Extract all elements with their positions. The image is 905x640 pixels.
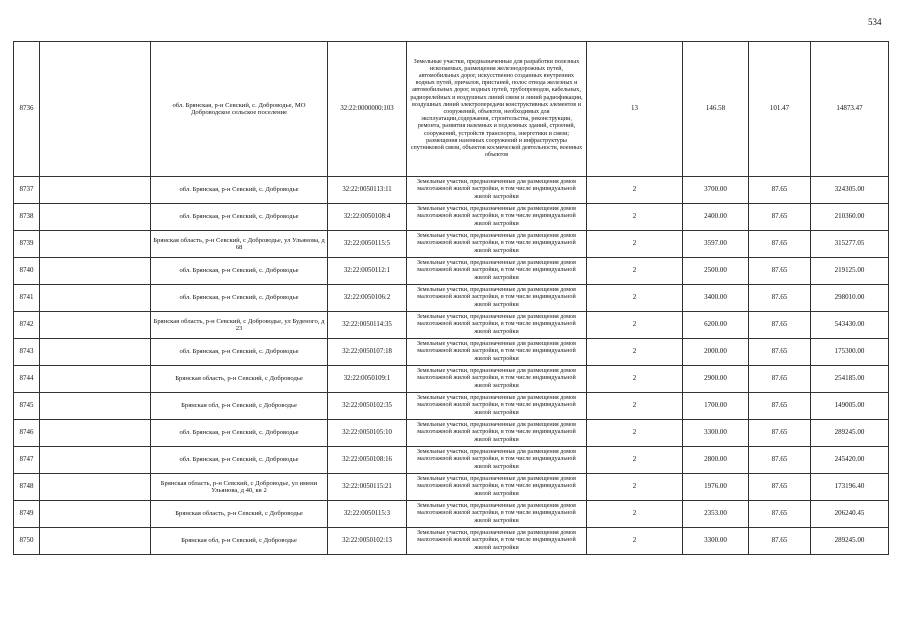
cell-row-number: 8746 (14, 420, 40, 447)
cell-cadastral-number: 32:22:0000000:103 (328, 42, 407, 177)
table-row (14, 258, 889, 285)
cell-empty (40, 204, 151, 231)
cell-empty (40, 393, 151, 420)
cell-cadastral-number: 32:22:0050112:1 (328, 258, 407, 285)
cell-specific-value: 87.65 (749, 420, 811, 447)
cell-specific-value: 87.65 (749, 447, 811, 474)
cell-area: 2400.00 (683, 204, 749, 231)
table-row (14, 231, 889, 258)
table-row (14, 204, 889, 231)
cell-row-number: 8744 (14, 366, 40, 393)
cell-area: 2800.00 (683, 447, 749, 474)
cell-row-number: 8749 (14, 501, 40, 528)
cell-group: 2 (587, 204, 683, 231)
cadastral-value-table (13, 41, 889, 555)
cell-cadastral-value: 289245.00 (811, 528, 889, 555)
cell-area: 6200.00 (683, 312, 749, 339)
table-row (14, 393, 889, 420)
cell-cadastral-value: 219125.00 (811, 258, 889, 285)
cell-cadastral-number: 32:22:0050105:10 (328, 420, 407, 447)
page-number: 534 (868, 17, 882, 27)
cell-land-use: Земельные участки, предназначенные для разработки полезных ископаемых, размещения железнодорожных путей, автомобильных дорог, искусственно созданных внутренних водных путей, причалов, пристаней, полос отвода железных и автомобильных дорог, водных путей, трубопроводов, кабельных, радиорелейных и воздушных линий связи и линий радиофикации, воздушных линий электропередачи конструктивных элементов и сооружений, объектов, необходимых для эксплуатации,содержания, строительства, реконструкции, ремонта, развития наземных и подземных зданий, строений, сооружений, устройств транспорта, энергетики и связи; размещения наземных сооружений и инфраструктуры спутниковой связи, объектов космической деятельности, военных объектов (407, 42, 587, 177)
table-row (14, 528, 889, 555)
cell-row-number: 8738 (14, 204, 40, 231)
cell-specific-value: 101.47 (749, 42, 811, 177)
cell-group: 2 (587, 258, 683, 285)
cell-address: Брянская область, р-н Севский, с Доброводье, ул Буденого, д 23 (151, 312, 328, 339)
cell-cadastral-number: 32:22:0050108:4 (328, 204, 407, 231)
cell-row-number: 8736 (14, 42, 40, 177)
cell-cadastral-value: 210360.00 (811, 204, 889, 231)
cell-cadastral-number: 32:22:0050113:11 (328, 177, 407, 204)
cell-row-number: 8742 (14, 312, 40, 339)
cell-address: обл. Брянская, р-н Севский, с. Доброводье (151, 258, 328, 285)
cell-cadastral-value: 175300.00 (811, 339, 889, 366)
cell-cadastral-value: 324305.00 (811, 177, 889, 204)
cell-group: 2 (587, 474, 683, 501)
cell-area: 3300.00 (683, 528, 749, 555)
cell-cadastral-value: 543430.00 (811, 312, 889, 339)
cell-land-use: Земельные участки, предназначенные для размещения домов малоэтажной жилой застройки, в том числе индивидуальной жилой застройки (407, 393, 587, 420)
cell-cadastral-value: 245420.00 (811, 447, 889, 474)
cell-specific-value: 87.65 (749, 501, 811, 528)
cell-cadastral-number: 32:22:0050115:21 (328, 474, 407, 501)
cell-area: 2353.00 (683, 501, 749, 528)
cell-land-use: Земельные участки, предназначенные для размещения домов малоэтажной жилой застройки, в том числе индивидуальной жилой застройки (407, 447, 587, 474)
cell-land-use: Земельные участки, предназначенные для размещения домов малоэтажной жилой застройки, в том числе индивидуальной жилой застройки (407, 258, 587, 285)
cell-specific-value: 87.65 (749, 312, 811, 339)
cell-address: Брянская область, р-н Севский, с Доброводье, ул Ульянова, д 68 (151, 231, 328, 258)
cell-land-use: Земельные участки, предназначенные для размещения домов малоэтажной жилой застройки, в том числе индивидуальной жилой застройки (407, 474, 587, 501)
cell-address: обл. Брянская, р-н Севский, с. Доброводье (151, 204, 328, 231)
cell-land-use: Земельные участки, предназначенные для размещения домов малоэтажной жилой застройки, в том числе индивидуальной жилой застройки (407, 204, 587, 231)
cell-area: 1976.00 (683, 474, 749, 501)
cell-row-number: 8743 (14, 339, 40, 366)
table-row (14, 339, 889, 366)
cell-cadastral-number: 32:22:0050102:35 (328, 393, 407, 420)
table-row (14, 177, 889, 204)
cell-empty (40, 474, 151, 501)
cell-area: 3700.00 (683, 177, 749, 204)
cell-row-number: 8739 (14, 231, 40, 258)
cell-cadastral-value: 149005.00 (811, 393, 889, 420)
cell-address: обл. Брянская, р-н Севский, с. Доброводье (151, 285, 328, 312)
cell-address: обл. Брянская, р-н Севский, с. Доброводье, МО Доброводское сельское поселение (151, 42, 328, 177)
cell-land-use: Земельные участки, предназначенные для размещения домов малоэтажной жилой застройки, в том числе индивидуальной жилой застройки (407, 285, 587, 312)
cell-empty (40, 501, 151, 528)
cell-empty (40, 42, 151, 177)
cell-group: 2 (587, 339, 683, 366)
cell-cadastral-number: 32:22:0050106:2 (328, 285, 407, 312)
cell-cadastral-value: 206240.45 (811, 501, 889, 528)
cell-group: 2 (587, 447, 683, 474)
cell-empty (40, 312, 151, 339)
cell-address: Брянская обл, р-н Севский, с Доброводье (151, 528, 328, 555)
cell-empty (40, 528, 151, 555)
cell-cadastral-number: 32:22:0050114:35 (328, 312, 407, 339)
cell-specific-value: 87.65 (749, 366, 811, 393)
cell-empty (40, 285, 151, 312)
cell-land-use: Земельные участки, предназначенные для размещения домов малоэтажной жилой застройки, в том числе индивидуальной жилой застройки (407, 231, 587, 258)
cell-cadastral-value: 254185.00 (811, 366, 889, 393)
cell-cadastral-value: 298010.00 (811, 285, 889, 312)
cell-address: Брянская область, р-н Севский, с Доброводье, ул имени Ульянова, д 40, кв 2 (151, 474, 328, 501)
cell-group: 2 (587, 501, 683, 528)
table-row (14, 474, 889, 501)
cell-specific-value: 87.65 (749, 231, 811, 258)
cell-empty (40, 177, 151, 204)
cell-cadastral-value: 14873.47 (811, 42, 889, 177)
cell-area: 3400.00 (683, 285, 749, 312)
table-row (14, 42, 889, 177)
cell-cadastral-value: 289245.00 (811, 420, 889, 447)
cell-cadastral-number: 32:22:0050109:1 (328, 366, 407, 393)
cell-specific-value: 87.65 (749, 204, 811, 231)
cell-cadastral-number: 32:22:0050107:18 (328, 339, 407, 366)
cell-area: 2900.00 (683, 366, 749, 393)
table-row (14, 366, 889, 393)
cell-empty (40, 339, 151, 366)
cell-address: обл. Брянская, р-н Севский, с. Доброводье (151, 420, 328, 447)
table-body (14, 42, 889, 555)
table-row (14, 312, 889, 339)
cell-cadastral-value: 173196.40 (811, 474, 889, 501)
cell-land-use: Земельные участки, предназначенные для размещения домов малоэтажной жилой застройки, в том числе индивидуальной жилой застройки (407, 312, 587, 339)
cell-row-number: 8745 (14, 393, 40, 420)
cell-empty (40, 420, 151, 447)
cell-empty (40, 447, 151, 474)
cell-cadastral-number: 32:22:0050108:16 (328, 447, 407, 474)
cell-address: обл. Брянская, р-н Севский, с. Доброводье (151, 177, 328, 204)
cell-cadastral-number: 32:22:0050115:3 (328, 501, 407, 528)
cell-group: 2 (587, 393, 683, 420)
cell-area: 3300.00 (683, 420, 749, 447)
cell-address: обл. Брянская, р-н Севский, с. Доброводье (151, 447, 328, 474)
cell-group: 2 (587, 528, 683, 555)
cell-area: 1700.00 (683, 393, 749, 420)
cell-area: 3597.00 (683, 231, 749, 258)
cell-group: 2 (587, 177, 683, 204)
cell-row-number: 8750 (14, 528, 40, 555)
cell-specific-value: 87.65 (749, 285, 811, 312)
table-row (14, 447, 889, 474)
cell-cadastral-number: 32:22:0050102:13 (328, 528, 407, 555)
cell-specific-value: 87.65 (749, 393, 811, 420)
cell-land-use: Земельные участки, предназначенные для размещения домов малоэтажной жилой застройки, в том числе индивидуальной жилой застройки (407, 366, 587, 393)
cell-row-number: 8740 (14, 258, 40, 285)
cell-address: Брянская обл, р-н Севский, с Доброводье (151, 393, 328, 420)
cell-land-use: Земельные участки, предназначенные для размещения домов малоэтажной жилой застройки, в том числе индивидуальной жилой застройки (407, 339, 587, 366)
cell-row-number: 8748 (14, 474, 40, 501)
cell-group: 2 (587, 366, 683, 393)
cell-area: 2500.00 (683, 258, 749, 285)
cell-cadastral-number: 32:22:0050115:5 (328, 231, 407, 258)
cell-specific-value: 87.65 (749, 474, 811, 501)
cell-address: Брянская область, р-н Севский, с Доброводье (151, 501, 328, 528)
cell-specific-value: 87.65 (749, 528, 811, 555)
cell-land-use: Земельные участки, предназначенные для размещения домов малоэтажной жилой застройки, в том числе индивидуальной жилой застройки (407, 420, 587, 447)
cell-specific-value: 87.65 (749, 339, 811, 366)
cell-area: 146.58 (683, 42, 749, 177)
cell-group: 2 (587, 285, 683, 312)
cell-cadastral-value: 315277.05 (811, 231, 889, 258)
cell-land-use: Земельные участки, предназначенные для размещения домов малоэтажной жилой застройки, в том числе индивидуальной жилой застройки (407, 501, 587, 528)
cell-specific-value: 87.65 (749, 177, 811, 204)
cell-group: 2 (587, 231, 683, 258)
cell-specific-value: 87.65 (749, 258, 811, 285)
cell-address: обл. Брянская, р-н Севский, с. Доброводье (151, 339, 328, 366)
cell-group: 2 (587, 312, 683, 339)
table-row (14, 420, 889, 447)
cell-row-number: 8747 (14, 447, 40, 474)
cell-land-use: Земельные участки, предназначенные для размещения домов малоэтажной жилой застройки, в том числе индивидуальной жилой застройки (407, 177, 587, 204)
cell-land-use: Земельные участки, предназначенные для размещения домов малоэтажной жилой застройки, в том числе индивидуальной жилой застройки (407, 528, 587, 555)
cell-row-number: 8741 (14, 285, 40, 312)
cell-address: Брянская область, р-н Севский, с Доброводье (151, 366, 328, 393)
table-row (14, 501, 889, 528)
cell-empty (40, 258, 151, 285)
cell-area: 2000.00 (683, 339, 749, 366)
cell-group: 2 (587, 420, 683, 447)
cell-empty (40, 231, 151, 258)
cell-group: 13 (587, 42, 683, 177)
cell-row-number: 8737 (14, 177, 40, 204)
cell-empty (40, 366, 151, 393)
table-row (14, 285, 889, 312)
